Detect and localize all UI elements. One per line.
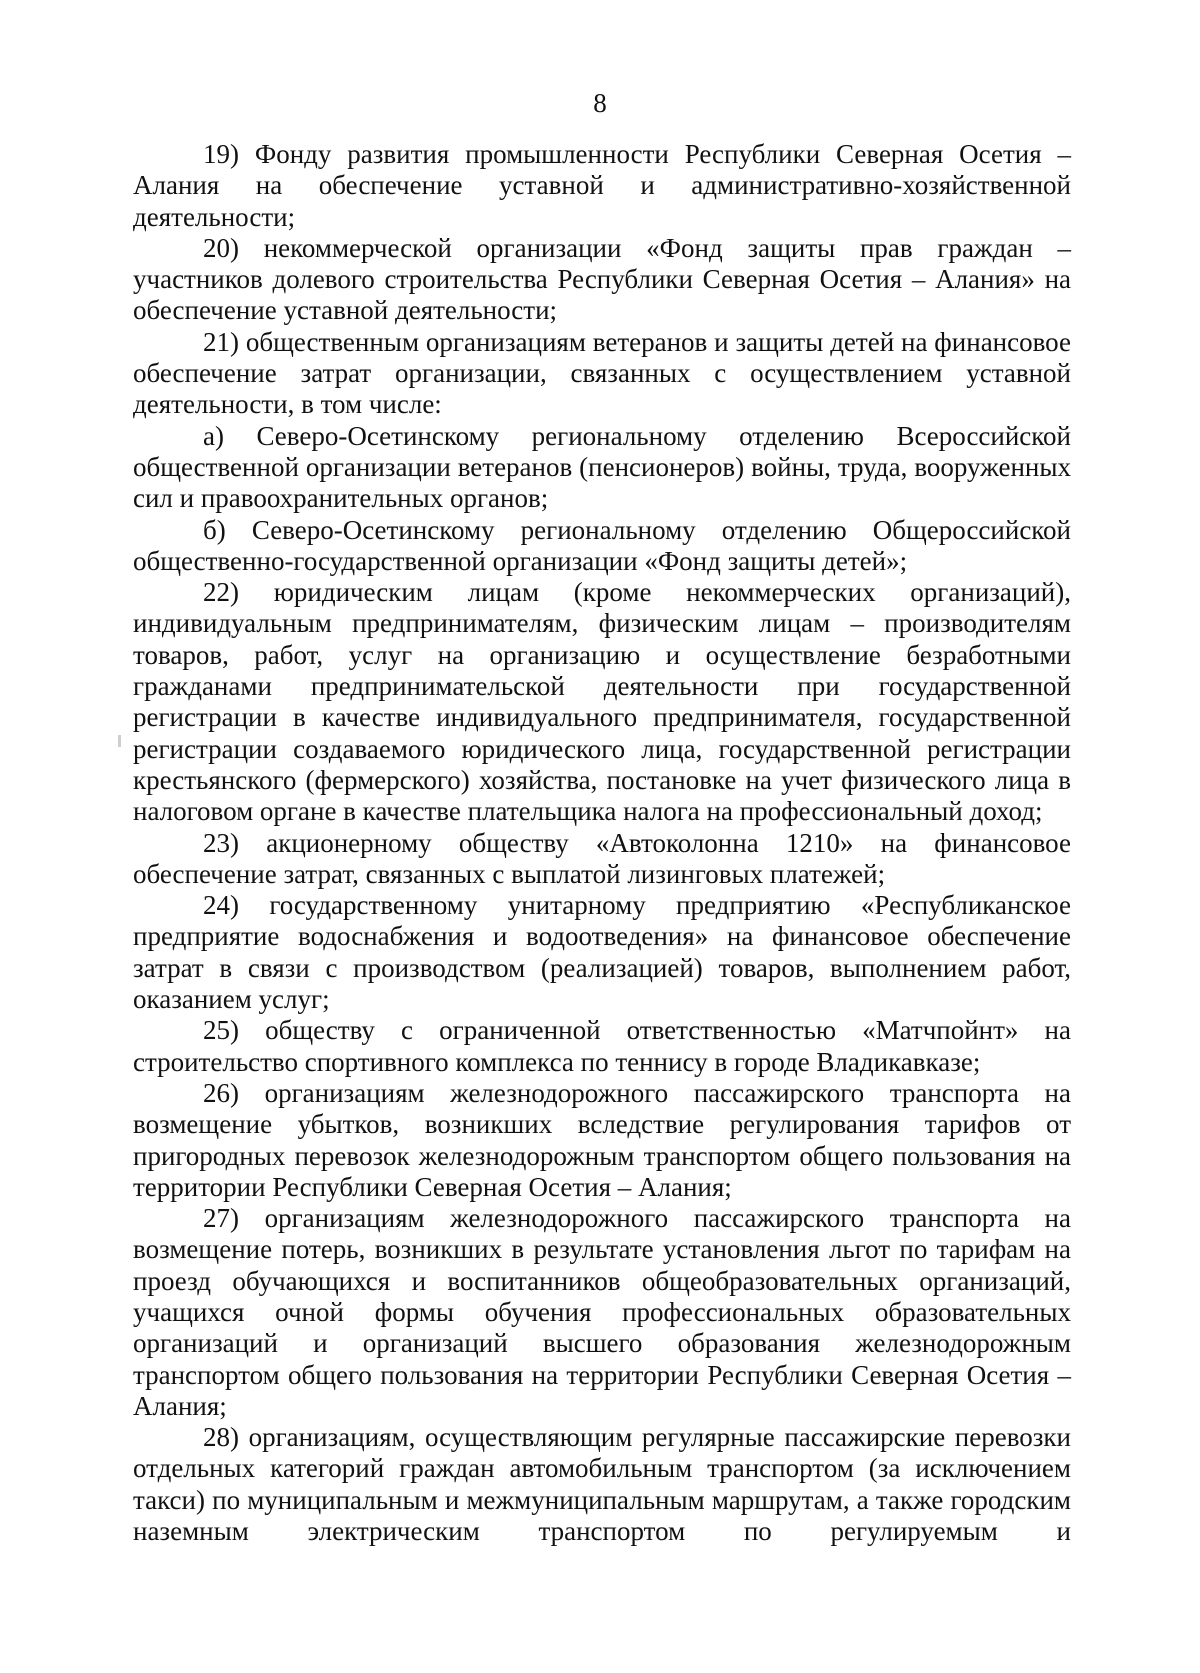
- paragraph-item-25: 25) обществу с ограниченной ответственностью «Матчпойнт» на строительство спортивного комплекса по теннису в городе Владикавказе;: [133, 1015, 1071, 1077]
- document-body: [133, 139, 1071, 1547]
- paragraph-item-28: 28) организациям, осуществляющим регулярные пассажирские перевозки отдельных категорий граждан автомобильным транспортом (за исключением такси) по муниципальным и межмуниципальным маршрутам, а также городским наземным электрическим транспортом по регулируемым и: [133, 1422, 1071, 1547]
- page-number: 8: [593, 88, 607, 118]
- paragraph-item-20: 20) некоммерческой организации «Фонд защиты прав граждан – участников долевого строительства Республики Северная Осетия – Алания» на обеспечение уставной деятельности;: [133, 232, 1071, 326]
- scan-artifact-mark: [118, 735, 121, 747]
- paragraph-item-27: 27) организациям железнодорожного пассажирского транспорта на возмещение потерь, возникших в результате установления льгот по тарифам на проезд обучающихся и воспитанников общеобразовательных организаций, учащихся очной формы обучения профессиональных образовательных организаций и организаций высшего образования железнодорожным транспортом общего пользования на территории Республики Северная Осетия – Алания;: [133, 1203, 1071, 1421]
- paragraph-item-19: 19) Фонду развития промышленности Республики Северная Осетия – Алания на обеспечение уставной и административно-хозяйственной деятельности;: [133, 139, 1071, 232]
- paragraph-subitem-b: б) Северо-Осетинскому региональному отделению Общероссийской общественно-государственной организации «Фонд защиты детей»;: [133, 514, 1071, 576]
- paragraph-item-26: 26) организациям железнодорожного пассажирского транспорта на возмещение убытков, возникших вследствие регулирования тарифов от пригородных перевозок железнодорожным транспортом общего пользования на территории Республики Северная Осетия – Алания;: [133, 1077, 1071, 1202]
- paragraph-item-23: 23) акционерному обществу «Автоколонна 1210» на финансовое обеспечение затрат, связанных с выплатой лизинговых платежей;: [133, 827, 1071, 889]
- paragraph-item-22: 22) юридическим лицам (кроме некоммерческих организаций), индивидуальным предпринимателям, физическим лицам – производителям товаров, работ, услуг на организацию и осуществление безработными гражданами предпринимательской деятельности при государственной регистрации в качестве индивидуального предпринимателя, государственной регистрации создаваемого юридического лица, государственной регистрации крестьянского (фермерского) хозяйства, постановке на учет физического лица в налоговом органе в качестве плательщика налога на профессиональный доход;: [133, 577, 1071, 827]
- paragraph-subitem-a: а) Северо-Осетинскому региональному отделению Всероссийской общественной организации ветеранов (пенсионеров) войны, труда, вооруженных сил и правоохранительных органов;: [133, 420, 1071, 514]
- paragraph-item-24: 24) государственному унитарному предприятию «Республиканское предприятие водоснабжения и водоотведения» на финансовое обеспечение затрат в связи с производством (реализацией) товаров, выполнением работ, оказанием услуг;: [133, 890, 1071, 1015]
- paragraph-item-21: 21) общественным организациям ветеранов и защиты детей на финансовое обеспечение затрат организации, связанных с осуществлением уставной деятельности, в том числе:: [133, 326, 1071, 420]
